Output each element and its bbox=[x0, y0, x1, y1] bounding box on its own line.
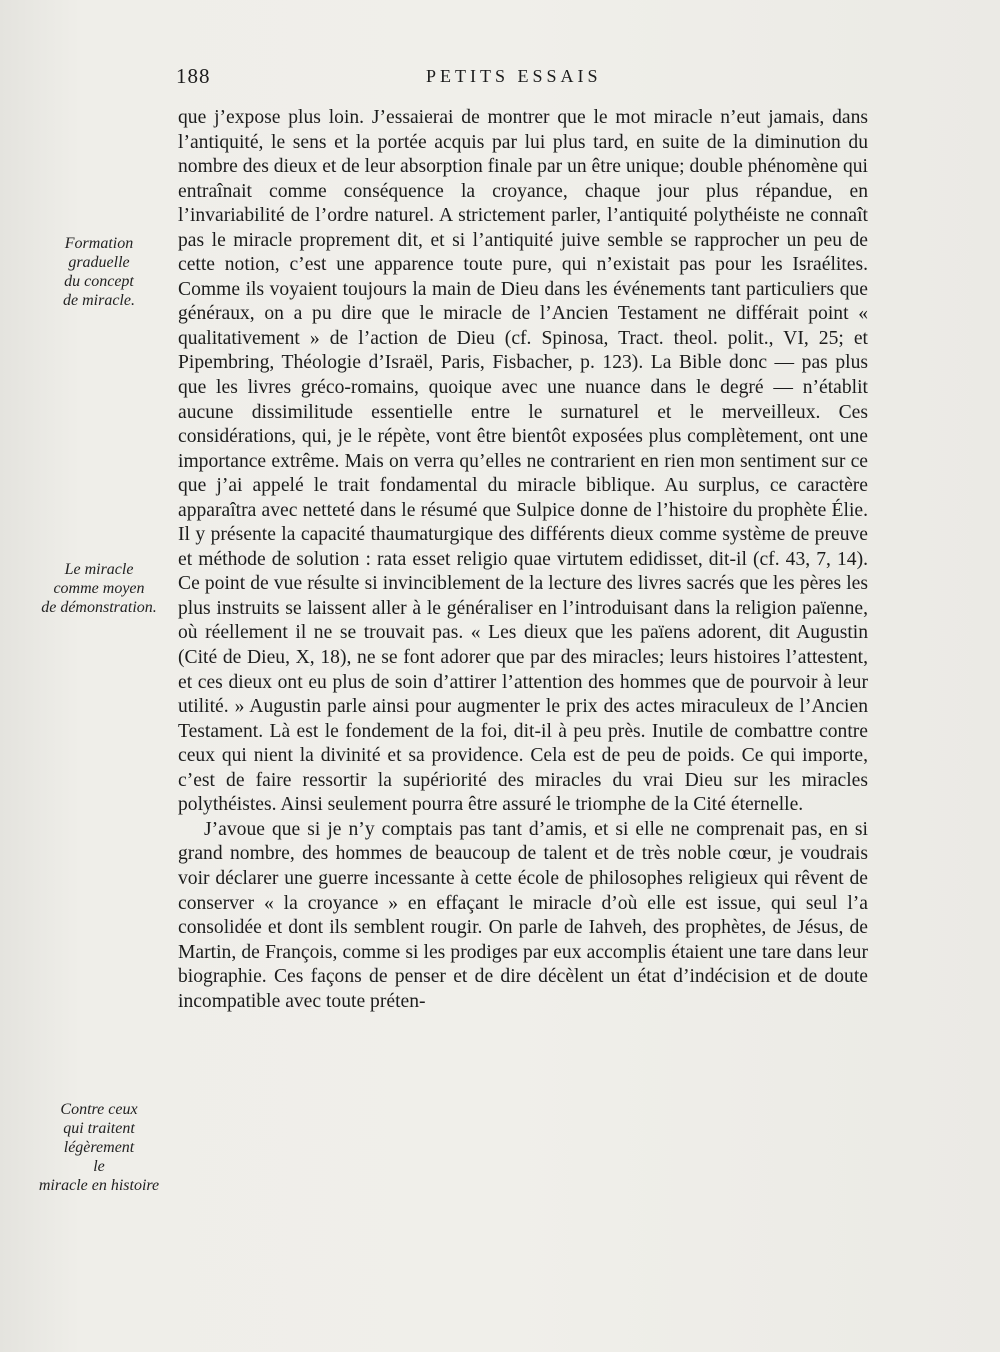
running-title: PETITS ESSAIS bbox=[426, 66, 602, 86]
page-header bbox=[176, 64, 868, 92]
paragraph-1: que j’expose plus loin. J’essaierai de montrer que le mot miracle n’eut jamais, dans l’antiquité, le sens et la portée acquis par lui plus tard, en suite de la diminution du nombre des dieux et de leur absorption finale par un être unique; double phénomène qui entraînait comme conséquence la croyance, chaque jour plus répandue, en l’invariabilité de l’ordre naturel. A strictement parler, l’antiquité polythéiste ne connaît pas le miracle proprement dit, et si l’antiquité juive semble se rapprocher un peu de cette notion, c’est une apparence toute pure, qui n’existait pas pour les Israélites. Comme ils voyaient toujours la main de Dieu dans les événements tant particuliers que généraux, on a pu dire que le miracle de l’Ancien Testament ne différait point « qualitativement » de l’action de Dieu (cf. Spinosa, Tract. theol. polit., VI, 25; et Pipembring, Théologie d’Israël, Paris, Fisbacher, p. 123). La Bible donc — pas plus que les livres gréco-romains, quoique avec une nuance dans le degré — n’établit aucune dissimilitude essentielle entre le surnaturel et le merveilleux. Ces considérations, qui, je le répète, vont être bientôt exposées plus complètement, ont une importance extrême. Mais on verra qu’elles ne contrarient en rien mon sentiment sur ce que j’ai appelé le trait fondamental du miracle biblique. Au surplus, ce caractère apparaîtra avec netteté dans le résumé que Sulpice donne de l’histoire du prophète Élie. Il y présente la capacité thaumaturgique des différents dieux comme système de preuve et méthode de solution : rata esset religio quae virtutem edidisset, dit-il (cf. 43, 7, 14). Ce point de vue résulte si invinciblement de la lecture des livres sacrés que les pères les plus instruits se laissent aller à le généraliser en l’introduisant dans la religion païenne, où réellement il ne se trouvait pas. « Les dieux que les païens adorent, dit Augustin (Cité de Dieu, X, 18), ne se font adorer que par des miracles; leurs histoires l’attestent, et ces dieux ont eu plus de soin d’attirer l’attention des hommes que de pourvoir à leur utilité. » Augustin parle ainsi pour augmenter le prix des actes miraculeux de l’Ancien Testament. Là est le fondement de la foi, dit-il à peu près. Inutile de combattre contre ceux qui nient la divinité et sa providence. Cela est de peu de poids. Ce qui importe, c’est de faire ressortir la supériorité des miracles du vrai Dieu sur les miracles polythéistes. Ainsi seulement pourra être assuré le triomphe de la Cité éternelle. bbox=[178, 107, 868, 816]
margin-note-contre-ceux: Contre ceux qui traitent légèrement le miracle en histoire bbox=[38, 1101, 160, 1194]
margin-note-formation: Formation graduelle du concept de miracle. bbox=[63, 235, 135, 309]
body-text bbox=[178, 106, 868, 1014]
paragraph-2: J’avoue que si je n’y comptais pas tant d’amis, et si elle ne comprenait pas, en si grand nombre, des hommes de beaucoup de talent et de très noble cœur, je voudrais voir déclarer une guerre incessante à cette école de philosophes religieux qui rêvent de conserver « la croyance » en effaçant le miracle d’où elle est issue, qui seul l’a consolidée et dont ils semblent rougir. On parle de Iahveh, des prophètes, de Jésus, de Martin, de François, comme si les prodiges par eux accomplis étaient une tare dans leur biographie. Ces façons de penser et de dire décèlent un état d’indécision et de doute incompatible avec toute préten- bbox=[178, 818, 868, 1012]
page-number: 188 bbox=[176, 64, 211, 88]
margin-note-demonstration: Le miracle comme moyen de démonstration. bbox=[41, 561, 157, 616]
